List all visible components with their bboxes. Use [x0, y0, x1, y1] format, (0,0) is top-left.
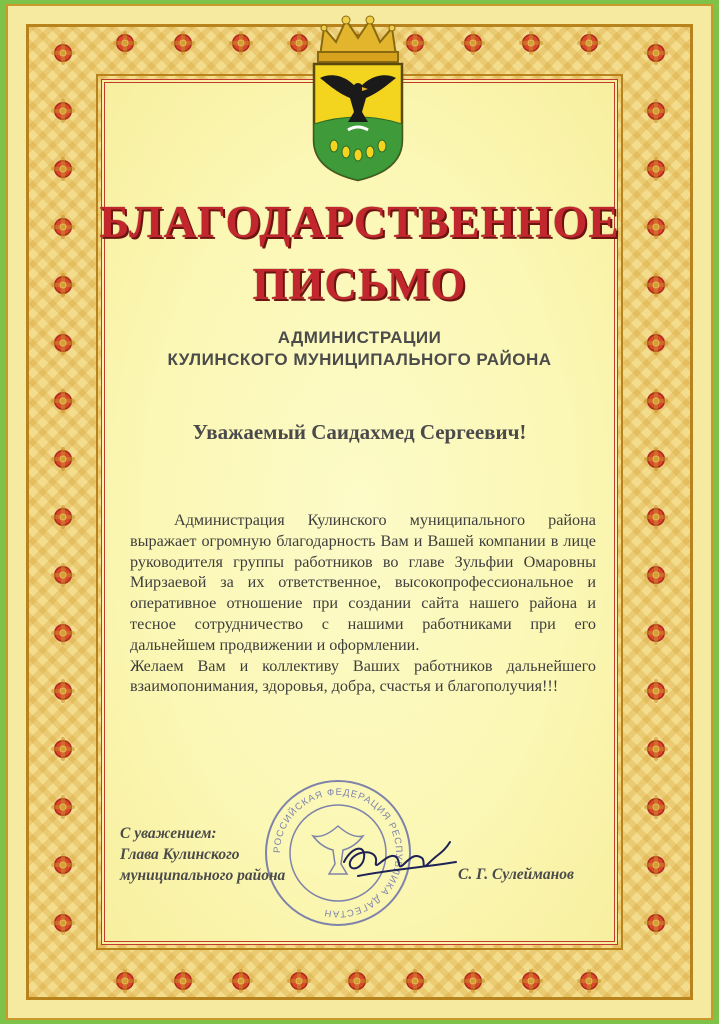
- border-rosette: [522, 34, 540, 52]
- border-rosette: [647, 450, 665, 468]
- border-rosette: [464, 34, 482, 52]
- border-rosette: [116, 34, 134, 52]
- border-rosette: [54, 566, 72, 584]
- border-rosette: [54, 914, 72, 932]
- border-rosette: [647, 914, 665, 932]
- border-rosette: [647, 856, 665, 874]
- border-rosette: [54, 508, 72, 526]
- border-rosette: [580, 972, 598, 990]
- coat-of-arms-eagle-icon: [298, 12, 418, 182]
- border-rosette: [647, 160, 665, 178]
- border-rosette: [54, 682, 72, 700]
- border-rosette: [232, 972, 250, 990]
- border-rosette: [54, 102, 72, 120]
- border-rosette: [647, 566, 665, 584]
- border-rosette: [54, 450, 72, 468]
- signatory-name: С. Г. Сулейманов: [458, 866, 574, 883]
- border-rosette: [406, 972, 424, 990]
- border-rosette: [54, 392, 72, 410]
- body-paragraph-1: Администрация Кулинского муниципального района выражает огромную благодарность Вам и Вашей компании в лице руководителя группы работников во главе Зульфии Омаровны Мирзаевой за их ответственное, высокопрофессиональное и оперативное отношение при создании сайта нашего района и тесное сотрудничество с нашими работниками при его дальнейшем продвижении и оформлении.: [130, 511, 596, 654]
- border-rosette: [174, 34, 192, 52]
- letter-title-line2: ПИСЬМО: [252, 259, 467, 309]
- border-rosette: [647, 624, 665, 642]
- border-rosette: [54, 160, 72, 178]
- signature-position-line2: муниципального района: [120, 867, 286, 884]
- signature-block: [120, 823, 285, 886]
- border-rosette: [647, 392, 665, 410]
- border-rosette: [647, 740, 665, 758]
- signature-closing: С уважением:: [120, 825, 217, 842]
- greeting: Уважаемый Саидахмед Сергеевич!: [192, 420, 527, 444]
- border-rosette: [647, 44, 665, 62]
- stamp-text: РОССИЙСКАЯ ФЕДЕРАЦИЯ РЕСПУБЛИКА ДАГЕСТАН: [271, 786, 405, 920]
- border-rosette: [290, 972, 308, 990]
- border-rosette: [54, 798, 72, 816]
- border-rosette: [647, 798, 665, 816]
- letter-body: [130, 510, 596, 697]
- border-rosette: [232, 34, 250, 52]
- signature-position-line1: Глава Кулинского: [120, 846, 240, 863]
- border-rosette: [54, 624, 72, 642]
- crown-icon: [318, 16, 398, 62]
- body-paragraph-2: Желаем Вам и коллективу Ваших работников дальнейшего взаимопонимания, здоровья, добра, счастья и благополучия!!!: [130, 656, 596, 696]
- issuer-line2: КУЛИНСКОГО МУНИЦИПАЛЬНОГО РАЙОНА: [167, 350, 552, 369]
- border-rosette: [54, 740, 72, 758]
- border-rosette: [464, 972, 482, 990]
- border-rosette: [647, 682, 665, 700]
- border-rosette: [54, 856, 72, 874]
- border-rosette: [580, 34, 598, 52]
- border-rosette: [647, 508, 665, 526]
- border-rosette: [116, 972, 134, 990]
- letter-title-line1: БЛАГОДАРСТВЕННОЕ: [99, 197, 620, 247]
- border-rosette: [348, 972, 366, 990]
- border-rosette: [647, 102, 665, 120]
- handwritten-signature: [338, 832, 463, 890]
- border-rosette: [174, 972, 192, 990]
- border-rosette: [54, 44, 72, 62]
- border-rosette: [522, 972, 540, 990]
- issuer-line1: АДМИНИСТРАЦИИ: [277, 328, 442, 347]
